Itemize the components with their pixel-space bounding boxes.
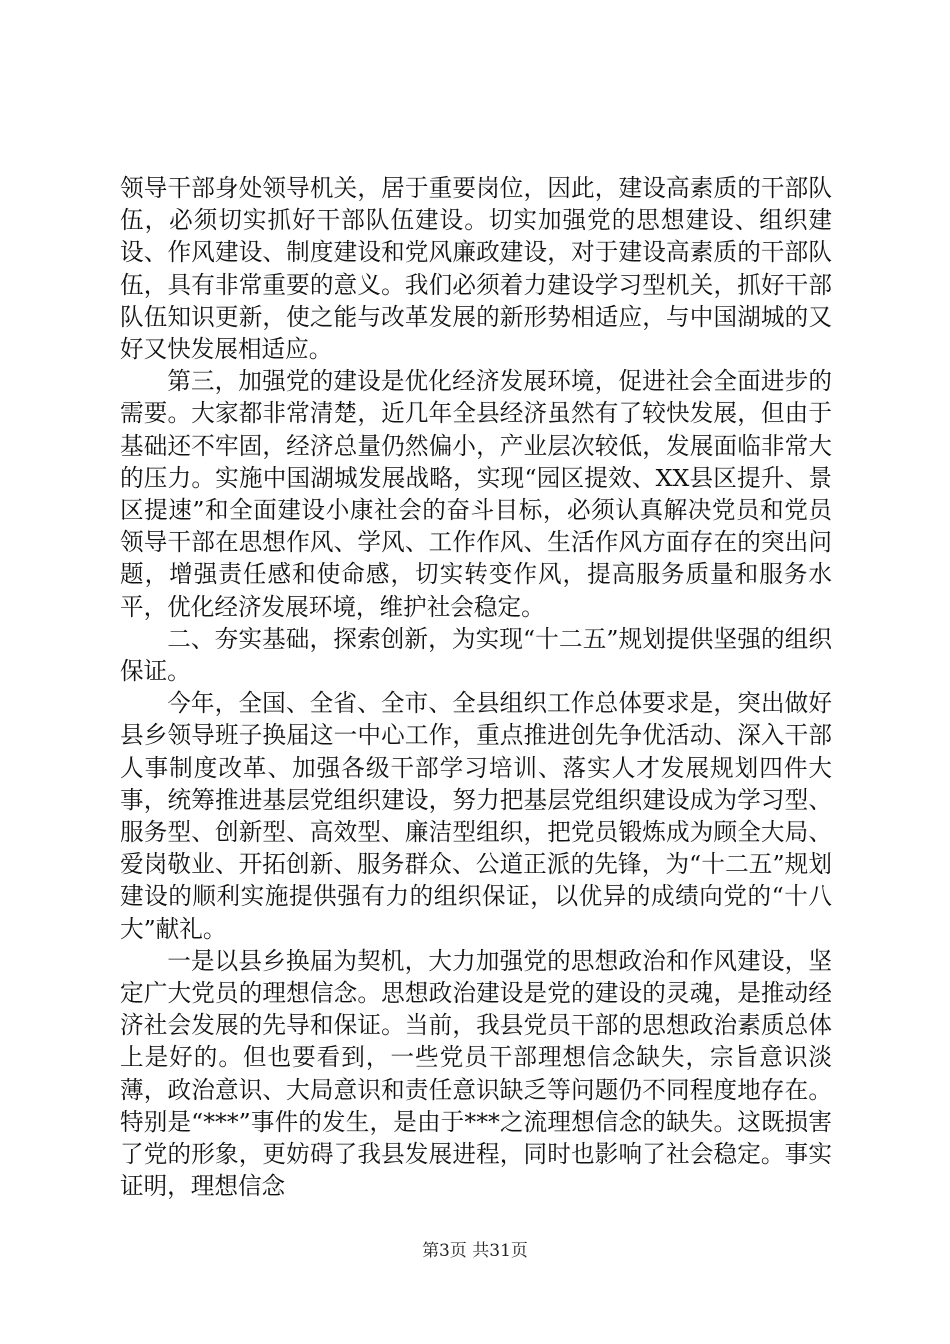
paragraph-1: 领导干部身处领导机关，居于重要岗位，因此，建设高素质的干部队伍，必须切实抓好干部队伍建设。切实加强党的思想建设、组织建设、作风建设、制度建设和党风廉政建设，对于建设高素质的干部队伍，具有非常重要的意义。我们必须着力建设学习型机关，抓好干部队伍知识更新，使之能与改革发展的新形势相适应，与中国湖城的又好又快发展相适应。 xyxy=(120,174,832,364)
document-body xyxy=(120,172,832,1203)
paragraph-5: 一是以县乡换届为契机，大力加强党的思想政治和作风建设，坚定广大党员的理想信念。思想政治建设是党的建设的灵魂，是推动经济社会发展的先导和保证。当前，我县党员干部的思想政治素质总体上是好的。但也要看到，一些党员干部理想信念缺失，宗旨意识淡薄，政治意识、大局意识和责任意识缺乏等问题仍不同程度地存在。特别是“***”事件的发生，是由于***之流理想信念的缺失。这既损害了党的形象，更妨碍了我县发展进程，同时也影响了社会稳定。事实证明，理想信念 xyxy=(120,946,832,1201)
paragraph-3: 二、夯实基础，探索创新，为实现“十二五”规划提供坚强的组织保证。 xyxy=(120,624,832,686)
page-number-footer: 第3页 共31页 xyxy=(422,1241,528,1261)
paragraph-4: 今年，全国、全省、全市、全县组织工作总体要求是，突出做好县乡领导班子换届这一中心工作，重点推进创先争优活动、深入干部人事制度改革、加强各级干部学习培训、落实人才发展规划四件大事，统筹推进基层党组织建设，努力把基层党组织建设成为学习型、服务型、创新型、高效型、廉洁型组织，把党员锻炼成为顾全大局、爱岗敬业、开拓创新、服务群众、公道正派的先锋，为“十二五”规划建设的顺利实施提供强有力的组织保证，以优异的成绩向党的“十八大”献礼。 xyxy=(120,689,832,943)
paragraph-2: 第三，加强党的建设是优化经济发展环境，促进社会全面进步的需要。大家都非常清楚，近几年全县经济虽然有了较快发展，但由于基础还不牢固，经济总量仍然偏小，产业层次较低，发展面临非常大的压力。实施中国湖城发展战略，实现“园区提效、XX县区提升、景区提速”和全面建设小康社会的奋斗目标，必须认真解决党员和党员领导干部在思想作风、学风、工作作风、生活作风方面存在的突出问题，增强责任感和使命感，切实转变作风，提高服务质量和服务水平，优化经济发展环境，维护社会稳定。 xyxy=(120,367,832,621)
